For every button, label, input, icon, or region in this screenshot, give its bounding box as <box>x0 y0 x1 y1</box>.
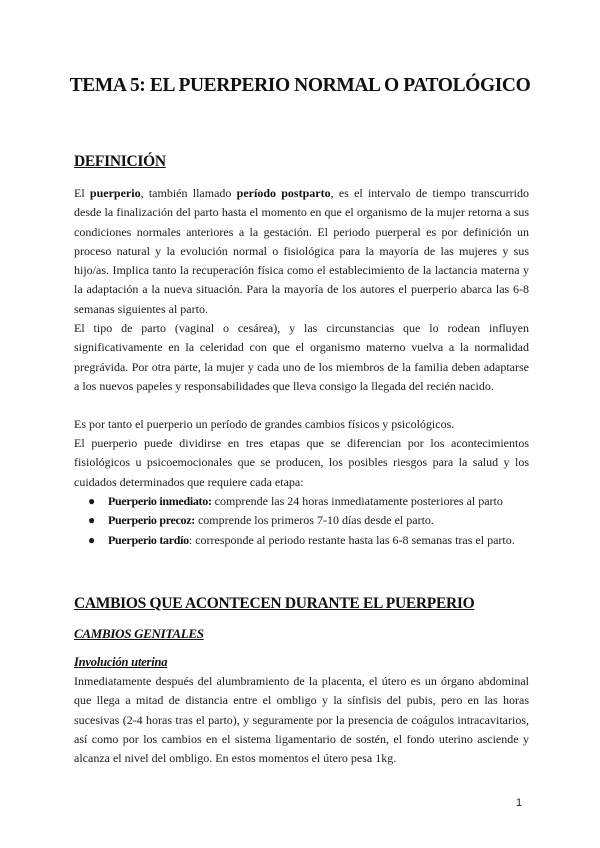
bullet-icon: ● <box>88 494 96 508</box>
page-number: 1 <box>516 797 523 809</box>
definicion-paragraph-2: El tipo de parto (vaginal o cesárea), y las circunstancias que lo rodean influyen significativamente en la celeridad con que el organismo materno vuelva a la normalidad pregrávida. Por otra parte, la mujer y cada uno de los miembros de la familia deben adaptarse a los nuevos papeles y responsabilidades que lleva consigo la llegada del recién nacido. <box>74 321 529 393</box>
list-item-text: comprende las 24 horas inmediatamente posteriores al parto <box>211 494 503 508</box>
list-item <box>74 531 529 550</box>
definicion-paragraph-3: Es por tanto el puerperio un período de grandes cambios físicos y psicológicos. <box>74 417 455 431</box>
list-item-text: : corresponde al periodo restante hasta las 6-8 semanas tras el parto. <box>188 532 515 547</box>
definicion-paragraph-4: El puerperio puede dividirse en tres etapas que se diferencian por los acontecimientos fisiológicos u psicoemocionales que se producen, los posibles riesgos para la salud y los cuidados determinados que requiere cada etapa: <box>74 436 529 489</box>
list-item-term: Puerperio precoz: <box>108 513 195 528</box>
list-item <box>74 511 529 530</box>
list-item <box>74 492 529 511</box>
etapas-list <box>74 492 529 550</box>
text-span: , también llamado <box>140 186 237 200</box>
subheading-cambios-genitales: CAMBIOS GENITALES <box>74 626 204 641</box>
subsubheading-involucion-uterina: Involución uterina <box>74 655 168 669</box>
text-span: , es el intervalo de tiempo transcurrido desde la finalización del parto hasta el momento en que el organismo de la mujer retorna a sus condiciones normales anteriores a la gestación. El periodo puerperal es por definición un proceso natural y la evolución normal o fisiológica para la mayoría de las mujeres y sus hijo/as. Implica tanto la recuperación física como el establecimiento de la lactancia materna y la adaptación a la nueva situación. Para la mayoría de los autores el puerperio abarca las 6-8 semanas siguientes al parto. <box>74 186 530 316</box>
term-periodo-postparto: período postparto <box>236 186 331 200</box>
text-span: El <box>74 186 90 200</box>
bullet-icon: ● <box>88 532 96 547</box>
list-item-term: Puerperio tardío <box>108 532 189 547</box>
list-item-term: Puerperio inmediato: <box>108 494 212 508</box>
section-heading-definicion: DEFINICIÓN <box>74 153 166 170</box>
list-item-text: comprende los primeros 7-10 días desde el parto. <box>194 513 434 528</box>
page-title: TEMA 5: EL PUERPERIO NORMAL O PATOLÓGICO <box>69 75 531 96</box>
term-puerperio: puerperio <box>89 186 141 200</box>
bullet-icon: ● <box>88 513 96 528</box>
cambios-paragraph-1: Inmediatamente después del alumbramiento de la placenta, el útero es un órgano abdominal que llega a mitad de distancia entre el ombligo y la sínfisis del pubis, pero en las horas sucesivas (2-4 horas tras el parto), y seguramente por la presencia de coágulos intracavitarios, así como por los cambios en el sistema ligamentario de sostén, el fondo uterino asciende y alcanza el nivel del ombligo. En estos momentos el útero pesa 1kg. <box>74 674 529 766</box>
definicion-paragraph-1 <box>74 184 529 319</box>
section-heading-cambios: CAMBIOS QUE ACONTECEN DURANTE EL PUERPERIO <box>74 595 475 612</box>
